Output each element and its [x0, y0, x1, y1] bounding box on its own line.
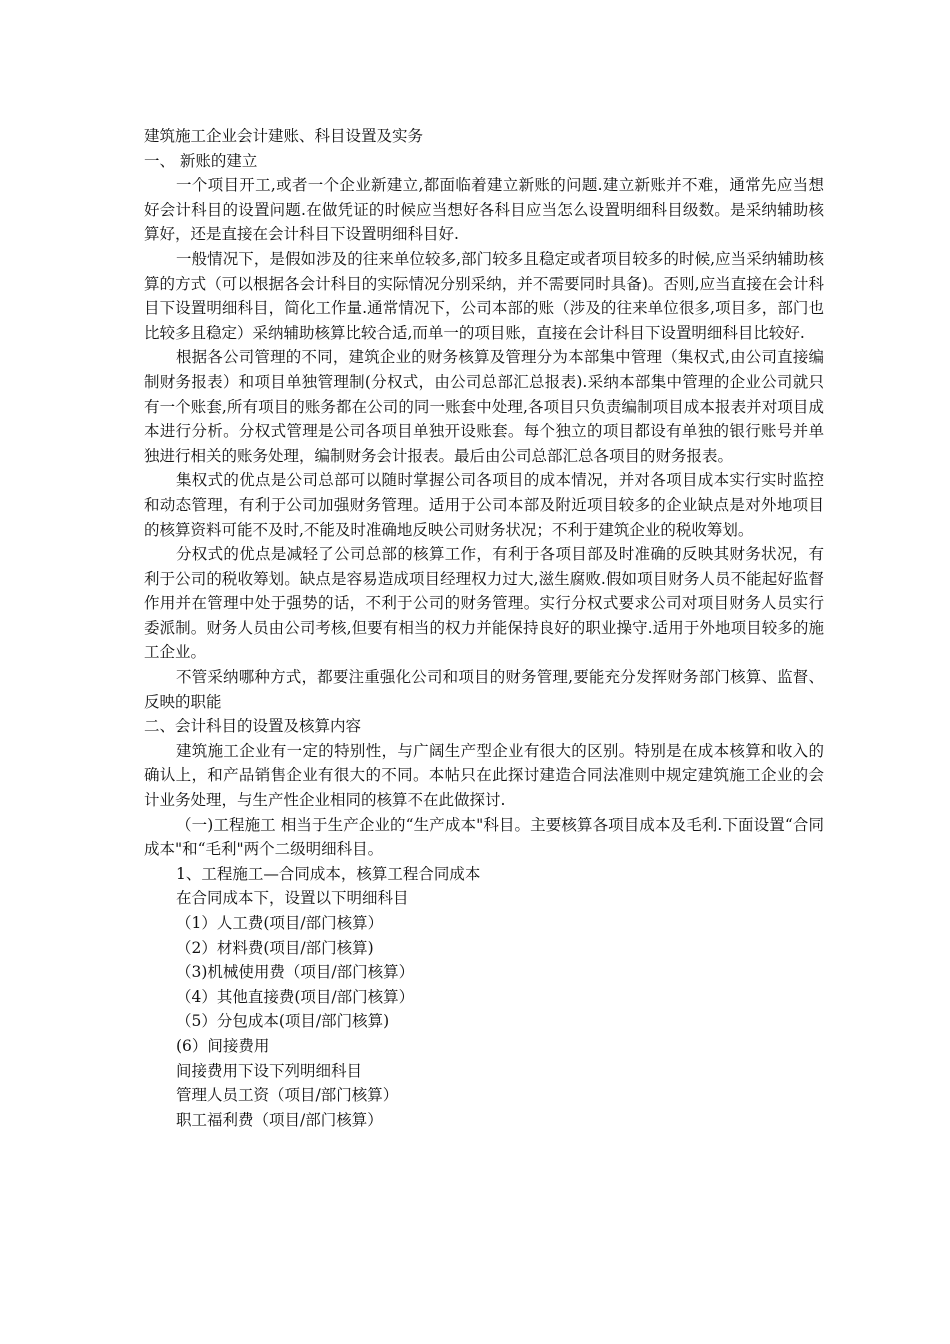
- section-heading-accounts: 二、会计科目的设置及核算内容: [144, 717, 362, 736]
- paragraph: 分权式的优点是减轻了公司总部的核算工作，有利于各项目部及时准确的反映其财务状况，有利于公司的税收筹划。缺点是容易造成项目经理权力过大,滋生腐败.假如项目财务人员不能起好监督作用并在管理中处于强势的话，不利于公司的财务管理。实行分权式要求公司对项目财务人员实行委派制。财务人员由公司考核,但要有相当的权力并能保持良好的职业操守.适用于外地项目较多的施工企业。: [144, 545, 824, 662]
- paragraph: 一般情况下，是假如涉及的往来单位较多,部门较多且稳定或者项目较多的时候,应当采纳辅助核算的方式（可以根据各会计科目的实际情况分别采纳，并不需要同时具备)。否则,应当直接在会计科目下设置明细科目，简化工作量.通常情况下，公司本部的账（涉及的往来单位很多,项目多，部门也比较多且稳定）采纳辅助核算比较合适,而单一的项目账，直接在会计科目下设置明细科目比较好.: [144, 249, 824, 342]
- list-item: 职工福利费（项目/部门核算）: [176, 1110, 383, 1129]
- list-item: 间接费用下设下列明细科目: [176, 1061, 363, 1080]
- document-page: [144, 124, 824, 1132]
- paragraph: 建筑施工企业有一定的特别性，与广阔生产型企业有很大的区别。特别是在成本核算和收入的确认上，和产品销售企业有很大的不同。本帖只在此探讨建造合同法准则中规定建筑施工企业的会计业务处理，与生产性企业相同的核算不在此做探讨.: [144, 741, 824, 810]
- list-item: (6）间接费用: [176, 1036, 270, 1055]
- list-item: （3)机械使用费（项目/部门核算）: [176, 963, 415, 982]
- paragraph: 不管采纳哪种方式，都要注重强化公司和项目的财务管理,要能充分发挥财务部门核算、监督、反映的职能: [144, 668, 824, 711]
- paragraph: 一个项目开工,或者一个企业新建立,都面临着建立新账的问题.建立新账并不难，通常先应当想好会计科目的设置问题.在做凭证的时候应当想好各科目应当怎么设置明细科目级数。是采纳辅助核算好，还是直接在会计科目下设置明细科目好.: [144, 176, 824, 244]
- paragraph: （一)工程施工 相当于生产企业的“生产成本"科目。主要核算各项目成本及毛利.下面设置“合同成本"和“毛利"两个二级明细科目。: [144, 815, 824, 859]
- paragraph: 集权式的优点是公司总部可以随时掌握公司各项目的成本情况，并对各项目成本实行实时监控和动态管理，有利于公司加强财务管理。适用于公司本部及附近项目较多的企业缺点是对外地项目的核算资料可能不及时,不能及时准确地反映公司财务状况；不利于建筑企业的税收筹划。: [144, 471, 824, 539]
- list-item: （1）人工费(项目/部门核算）: [176, 914, 384, 932]
- list-item: （2）材料费(项目/部门核算): [176, 938, 374, 957]
- paragraph: 根据各公司管理的不同，建筑企业的财务核算及管理分为本部集中管理（集权式,由公司直接编制财务报表）和项目单独管理制(分权式，由公司总部汇总报表).采纳本部集中管理的企业公司就只有一个账套,所有项目的账务都在公司的同一账套中处理,各项目只负责编制项目成本报表并对项目成本进行分析。分权式管理是公司各项目单独开设账套。每个独立的项目都设有单独的银行账号并单独进行相关的账务处理，编制财务会计报表。最后由公司总部汇总各项目的财务报表。: [144, 348, 824, 465]
- list-item: （4）其他直接费(项目/部门核算）: [176, 987, 415, 1006]
- list-item: （5）分包成本(项目/部门核算): [176, 1012, 390, 1031]
- list-item: 1、工程施工—合同成本，核算工程合同成本: [176, 864, 481, 883]
- section-heading-new-ledger: 一、 新账的建立: [144, 151, 258, 170]
- document-title: 建筑施工企业会计建账、科目设置及实务: [144, 127, 424, 145]
- list-item: 管理人员工资（项目/部门核算）: [176, 1086, 399, 1105]
- list-item: 在合同成本下，设置以下明细科目: [176, 889, 409, 908]
